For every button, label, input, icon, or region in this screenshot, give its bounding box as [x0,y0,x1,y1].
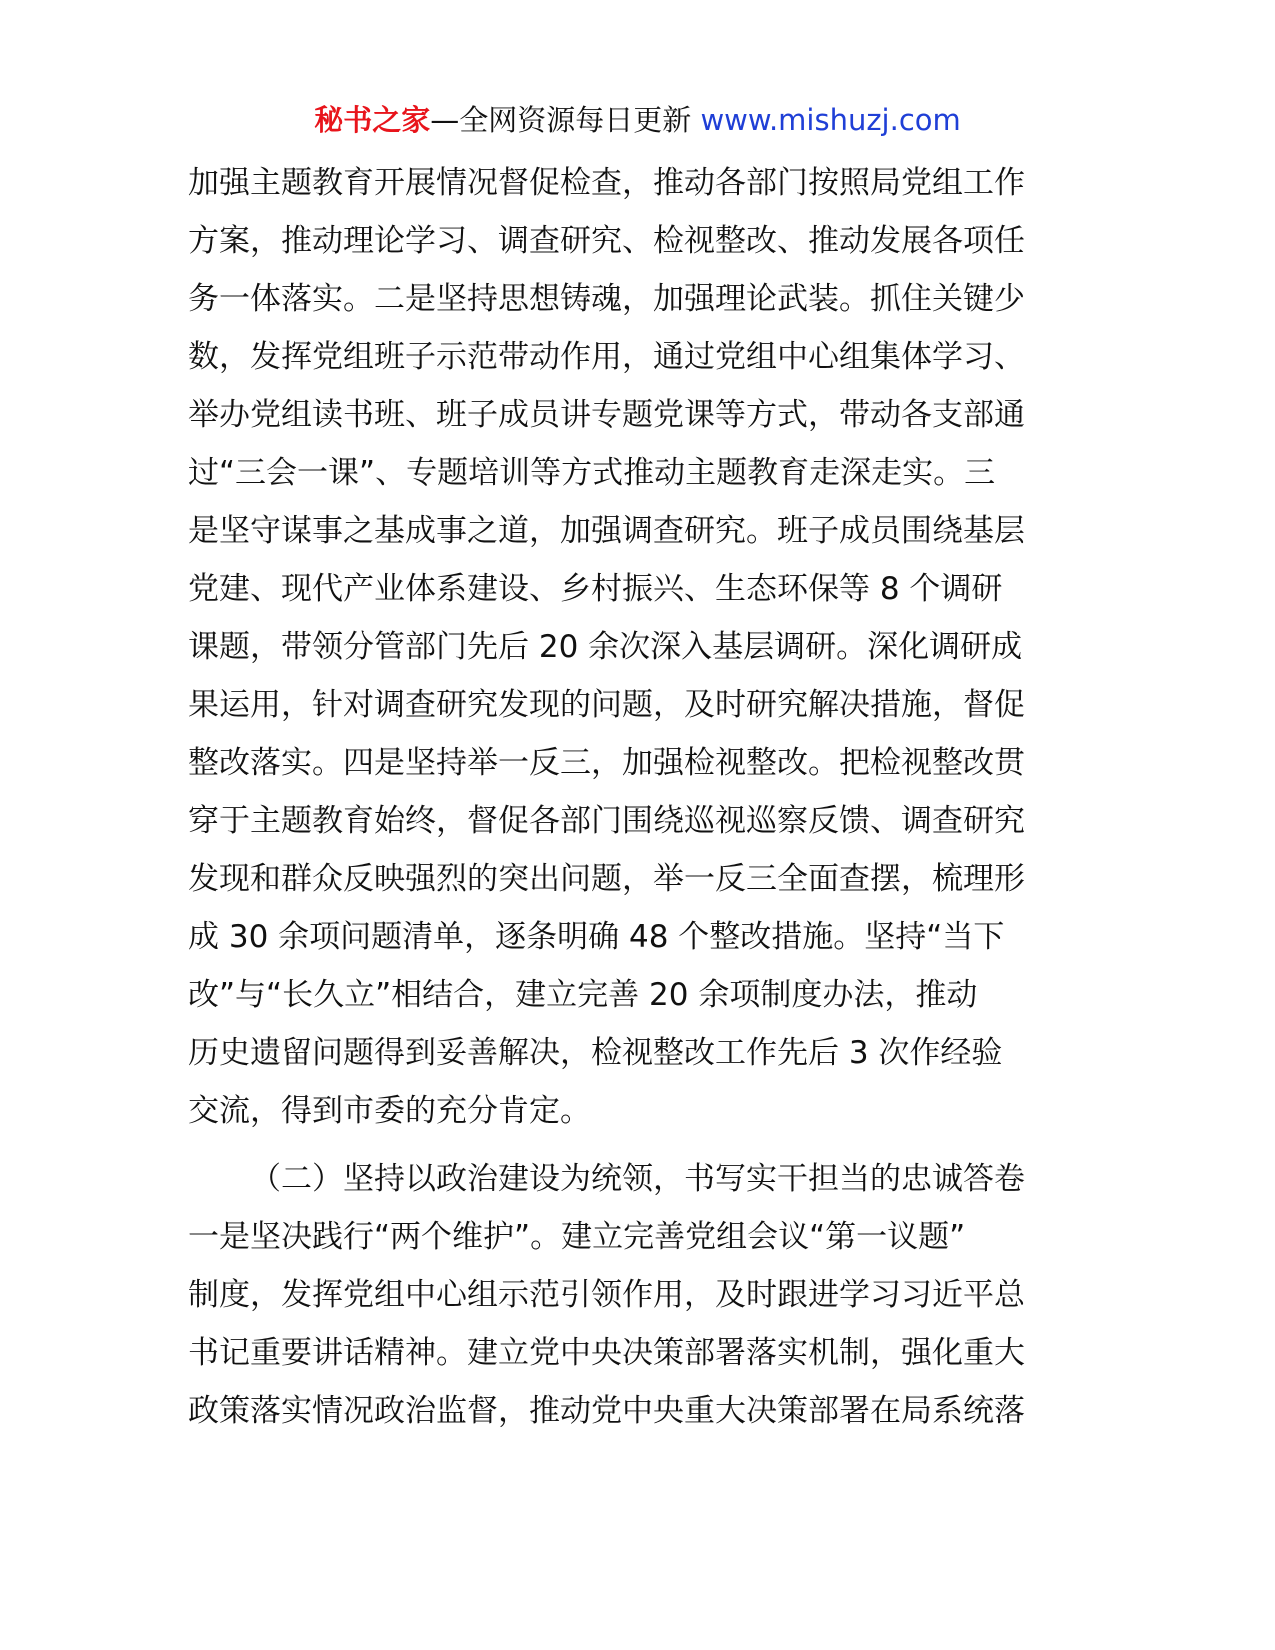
text-line: 成 30 余项问题清单，逐条明确 48 个整改措施。坚持“当下 [188,919,1005,955]
text-line: 是坚守谋事之基成事之道，加强调查研究。班子成员围绕基层 [188,513,1025,549]
text-line: 政策落实情况政治监督，推动党中央重大决策部署在局系统落 [188,1393,1025,1429]
text-line: 历史遗留问题得到妥善解决，检视整改工作先后 3 次作经验 [188,1035,1003,1071]
text-line: 一是坚决践行“两个维护”。建立完善党组会议“第一议题” [188,1219,966,1255]
text-line: 务一体落实。二是坚持思想铸魂，加强理论武装。抓住关键少 [188,281,1025,317]
text-line: 果运用，针对调查研究发现的问题，及时研究解决措施，督促 [188,687,1025,723]
text-line: 制度，发挥党组中心组示范引领作用，及时跟进学习习近平总 [188,1277,1025,1313]
text-line: 加强主题教育开展情况督促检查，推动各部门按照局党组工作 [188,165,1025,201]
text-line: 书记重要讲话精神。建立党中央决策部署落实机制，强化重大 [188,1335,1025,1371]
text-line: 过“三会一课”、专题培训等方式推动主题教育走深走实。三 [188,455,996,491]
text-line: 课题，带领分管部门先后 20 余次深入基层调研。深化调研成 [188,629,1023,665]
text-line: 举办党组读书班、班子成员讲专题党课等方式，带动各支部通 [188,397,1025,433]
site-header [0,100,1275,140]
document-body [188,154,1093,1440]
paragraph-gap [188,1140,1093,1150]
text-line: 发现和群众反映强烈的突出问题，举一反三全面查摆，梳理形 [188,861,1025,897]
text-line: 党建、现代产业体系建设、乡村振兴、生态环保等 8 个调研 [188,571,1003,607]
site-url-link[interactable]: www.mishuzj.com [700,103,961,137]
text-line: 交流，得到市委的充分肯定。 [188,1093,591,1129]
text-line: 改”与“长久立”相结合，建立完善 20 余项制度办法，推动 [188,977,978,1013]
brand-name: 秘书之家 [314,103,431,137]
section-heading: （二）坚持以政治建设为统领，书写实干担当的忠诚答卷 [250,1161,1025,1197]
text-line: 方案，推动理论学习、调查研究、检视整改、推动发展各项任 [188,223,1025,259]
text-line: 整改落实。四是坚持举一反三，加强检视整改。把检视整改贯 [188,745,1025,781]
header-tagline: —全网资源每日更新 [430,103,692,137]
text-line: 数，发挥党组班子示范带动作用，通过党组中心组集体学习、 [188,339,1025,375]
text-line: 穿于主题教育始终，督促各部门围绕巡视巡察反馈、调查研究 [188,803,1025,839]
